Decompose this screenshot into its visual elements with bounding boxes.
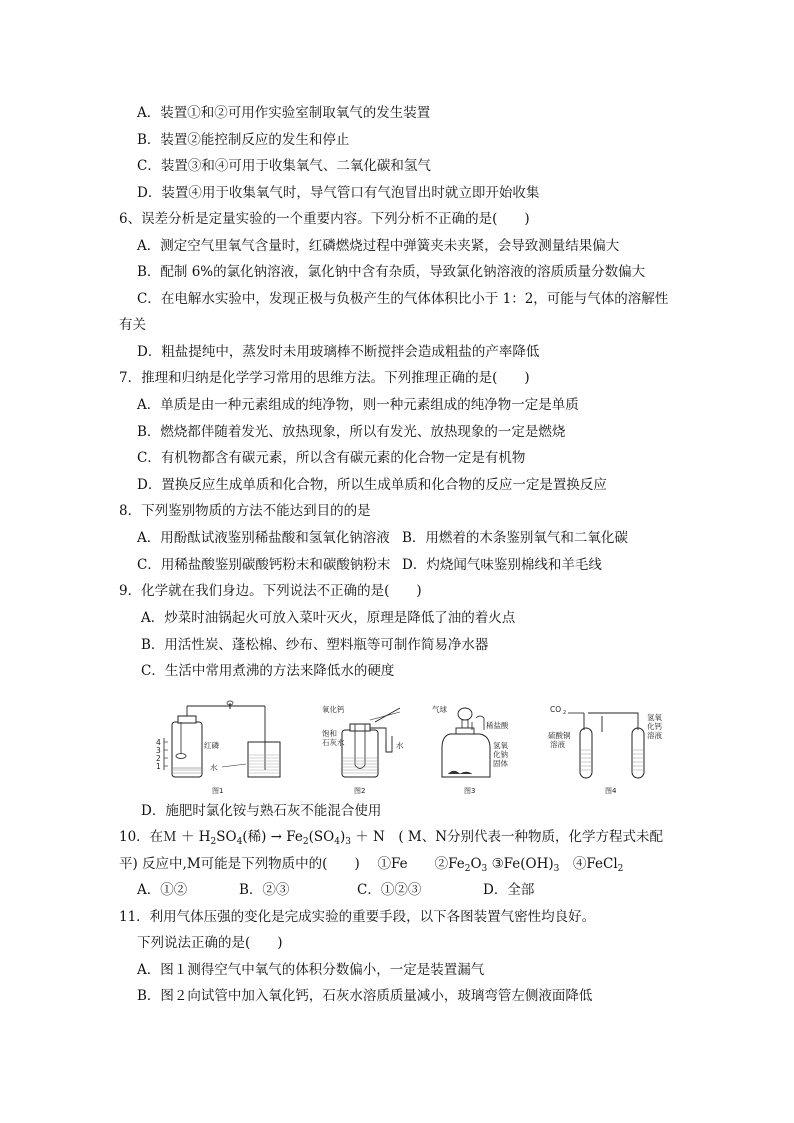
fig4-label-copper-sulfate-solution: 溶液 bbox=[550, 740, 565, 749]
fig3-caption: 图3 bbox=[464, 787, 476, 795]
fig3-label-solid: 固体 bbox=[493, 759, 508, 768]
q10-text-7: 平) 反应中,M可能是下列物质中的( ) ①Fe ②Fe bbox=[119, 856, 465, 872]
q7-option-a: A．单质是由一种元素组成的纯净物，则一种元素组成的纯净物一定是单质 bbox=[137, 397, 579, 413]
q11-option-a: A．图１测得空气中氧气的体积分数偏小，一定是装置漏气 bbox=[137, 962, 485, 978]
fig2-label-saturated: 饱和 bbox=[322, 729, 337, 738]
q10-text-10: ④FeCl bbox=[559, 856, 618, 872]
q6-option-b: B．配制 6%的氯化钠溶液，氯化钠中含有杂质，导致氯化钠溶液的溶质质量分数偏大 bbox=[137, 264, 646, 280]
fig1-scale-2: 2 bbox=[156, 754, 161, 763]
q6-option-d: D．粗盐提纯中，蒸发时未用玻璃棒不断搅拌会造成粗盐的产率降低 bbox=[137, 344, 540, 360]
fig4-label-copper-sulfate: 硫酸铜 bbox=[548, 731, 571, 740]
q10-sub-3: 2 bbox=[302, 837, 309, 847]
fig4-label-co-subscript: 2 bbox=[563, 710, 567, 716]
q11-option-b: B．图２向试管中加入氧化钙，石灰水溶质质量减小，玻璃弯管左侧液面降低 bbox=[137, 988, 593, 1004]
q6-option-a: A．测定空气里氧气含量时，红磷燃烧过程中弹簧夹未夹紧，会导致测量结果偏大 bbox=[137, 238, 620, 254]
q9-stem: 9．化学就在我们身边。下列说法不正确的是( ) bbox=[119, 583, 422, 599]
q6-option-c: C．在电解水实验中，发现正极与负极产生的气体体积比小于 1：2，可能与气体的溶解性 bbox=[137, 291, 669, 307]
fig2-label-limewater: 石灰水 bbox=[322, 738, 345, 747]
q10-stem-line-2 bbox=[119, 855, 623, 878]
q8-option-b: B．用燃着的木条鉴别氧气和二氧化碳 bbox=[402, 530, 628, 546]
q11-stem-continued: 下列说法正确的是( ) bbox=[137, 935, 283, 951]
q9-option-b: B．用活性炭、蓬松棉、纱布、塑料瓶等可制作简易净水器 bbox=[141, 637, 489, 653]
q10-text-8: O bbox=[470, 856, 482, 872]
fig3-label-dilute-hcl: 稀盐酸 bbox=[486, 721, 509, 730]
q11-stem: 11．利用气体压强的变化是完成实验的重要手段，以下各图装置气密性均良好。 bbox=[119, 909, 596, 925]
apparatus-figures bbox=[150, 700, 670, 800]
q8-option-d: D．灼烧闻气味鉴别棉线和羊毛线 bbox=[402, 557, 602, 573]
q10-sub-8: 3 bbox=[553, 864, 560, 874]
q10-text-4: (SO bbox=[308, 829, 335, 845]
fig1-label-red-phosphorus: 红磷 bbox=[204, 741, 219, 750]
fig1-scale-4: 4 bbox=[156, 738, 161, 747]
fig3-label-balloon: 气球 bbox=[432, 705, 447, 714]
fig4-label-calcium-hydroxide-1: 氢氧 bbox=[647, 713, 662, 722]
fig1-label-water: 水 bbox=[210, 763, 218, 772]
q9-option-d: D．施肥时氯化铵与熟石灰不能混合使用 bbox=[141, 803, 382, 819]
q10-sub-7: 3 bbox=[481, 864, 488, 874]
q10-option-b: B．②③ bbox=[239, 882, 290, 898]
q7-option-b: B．燃烧都伴随着发光、放热现象，所以有发光、放热现象的一定是燃烧 bbox=[137, 424, 566, 440]
fig4-label-co: CO bbox=[550, 705, 562, 714]
fig2-label-calcium-oxide: 氧化钙 bbox=[322, 705, 345, 714]
fig3-label-sodium-hydroxide-1: 氢氧 bbox=[493, 741, 508, 750]
q10-option-c: C．①②③ bbox=[357, 882, 422, 898]
q9-option-c: C．生活中常用煮沸的方法来降低水的硬度 bbox=[141, 663, 395, 679]
q10-text-9: ③Fe(OH) bbox=[487, 856, 554, 872]
fig4-label-calcium-hydroxide-solution: 溶液 bbox=[647, 731, 662, 740]
q10-sub-2: 4 bbox=[236, 837, 243, 847]
q10-sub-9: 2 bbox=[617, 864, 624, 874]
fig3-label-sodium-hydroxide-2: 化钠 bbox=[493, 750, 508, 759]
q5-option-c: C．装置③和④可用于收集氧气、二氧化碳和氢气 bbox=[137, 158, 431, 174]
q6-stem: 6、误差分析是定量实验的一个重要内容。下列分析不正确的是( ) bbox=[119, 211, 530, 227]
figure-1 bbox=[156, 701, 280, 795]
q5-option-a: A．装置①和②可用作实验室制取氧气的发生装置 bbox=[137, 105, 431, 121]
fig1-scale-1: 1 bbox=[156, 762, 161, 771]
fig4-caption: 图4 bbox=[605, 787, 617, 795]
q10-sub-6: 2 bbox=[464, 864, 471, 874]
q10-option-d: D．全部 bbox=[483, 882, 535, 898]
q8-stem: 8．下列鉴别物质的方法不能达到目的的是 bbox=[119, 503, 371, 519]
q10-text-3: (稀) → Fe bbox=[242, 829, 303, 845]
q5-option-b: B．装置②能控制反应的发生和停止 bbox=[137, 132, 350, 148]
q8-option-c: C．用稀盐酸鉴别碳酸钙粉末和碳酸钠粉末 bbox=[137, 557, 391, 573]
q7-option-d: D．置换反应生成单质和化合物，所以生成单质和化合物的反应一定是置换反应 bbox=[137, 477, 607, 493]
fig1-caption: 图1 bbox=[212, 787, 224, 795]
q10-text-5: ) bbox=[339, 829, 346, 845]
figure-3 bbox=[432, 704, 509, 795]
fig1-scale-3: 3 bbox=[156, 746, 161, 755]
figure-2 bbox=[322, 704, 404, 795]
q7-stem: 7．推理和归纳是化学学习常用的思维方法。下列推理正确的是( ) bbox=[119, 370, 530, 386]
figure-4 bbox=[548, 705, 662, 795]
fig2-caption: 图2 bbox=[354, 787, 366, 795]
q9-option-a: A．炒菜时油锅起火可放入菜叶灭火，原理是降低了油的着火点 bbox=[141, 610, 516, 626]
q7-option-c: C．有机物都含有碳元素，所以含有碳元素的化合物一定是有机物 bbox=[137, 450, 526, 466]
fig2-label-water: 水 bbox=[396, 741, 404, 750]
fig4-label-calcium-hydroxide-2: 化钙 bbox=[647, 722, 662, 731]
q5-option-d: D．装置④用于收集氧气时，导气管口有气泡冒出时就立即开始收集 bbox=[137, 185, 540, 201]
q10-stem-line-1 bbox=[119, 828, 663, 851]
q10-text-6: ＋ N ( M、N分别代表一种物质，化学方程式未配 bbox=[350, 829, 664, 845]
q10-text-2: SO bbox=[216, 829, 237, 845]
q8-option-a: A．用酚酞试液鉴别稀盐酸和氢氧化钠溶液 bbox=[137, 530, 390, 546]
q6-option-c-continued: 有关 bbox=[119, 317, 146, 333]
q10-sub-4: 4 bbox=[334, 837, 340, 847]
q10-text-1: 10．在Ｍ ＋ H bbox=[119, 829, 211, 845]
q10-sub-5: 3 bbox=[345, 837, 351, 847]
q10-sub-1: 2 bbox=[210, 837, 217, 847]
q10-option-a: A．①② bbox=[137, 882, 188, 898]
